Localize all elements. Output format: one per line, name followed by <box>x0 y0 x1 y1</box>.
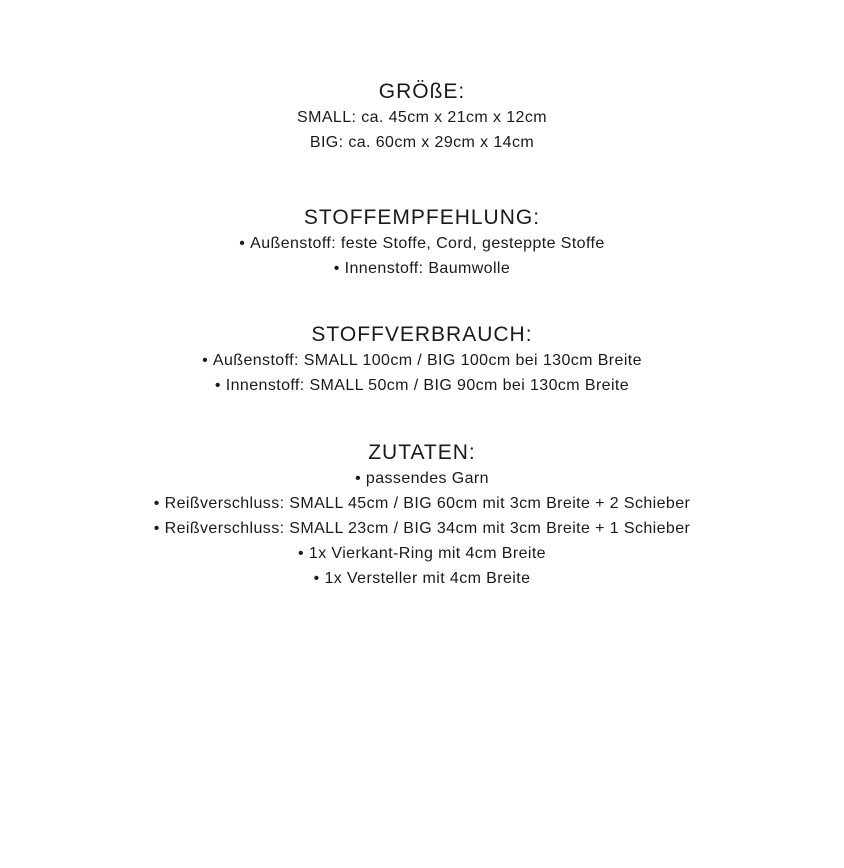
list-item: • Außenstoff: SMALL 100cm / BIG 100cm bei 130cm Breite <box>0 348 844 373</box>
size-small-line: SMALL: ca. 45cm x 21cm x 12cm <box>297 109 547 126</box>
section-heading: STOFFVERBRAUCH: <box>311 323 533 346</box>
section-zutaten <box>0 440 844 591</box>
list-item: • Reißverschluss: SMALL 45cm / BIG 60cm mit 3cm Breite + 2 Schieber <box>0 491 844 516</box>
list-item: • 1x Vierkant-Ring mit 4cm Breite <box>0 541 844 566</box>
section-stoffverbrauch <box>0 322 844 398</box>
list-item: • Innenstoff: SMALL 50cm / BIG 90cm bei 130cm Breite <box>0 373 844 398</box>
section-heading: STOFFEMPFEHLUNG: <box>303 206 541 229</box>
list-item: • Außenstoff: feste Stoffe, Cord, gesteppte Stoffe <box>0 231 844 256</box>
section-groesse <box>0 79 844 155</box>
size-big-line: BIG: ca. 60cm x 29cm x 14cm <box>309 134 535 151</box>
list-item: • Innenstoff: Baumwolle <box>0 256 844 281</box>
list-item: • Reißverschluss: SMALL 23cm / BIG 34cm mit 3cm Breite + 1 Schieber <box>0 516 844 541</box>
section-stoffempfehlung <box>0 205 844 281</box>
section-heading: ZUTATEN: <box>368 441 476 464</box>
list-item: • passendes Garn <box>0 466 844 491</box>
list-item: • 1x Versteller mit 4cm Breite <box>0 566 844 591</box>
section-heading: GRÖßE: <box>378 80 466 103</box>
